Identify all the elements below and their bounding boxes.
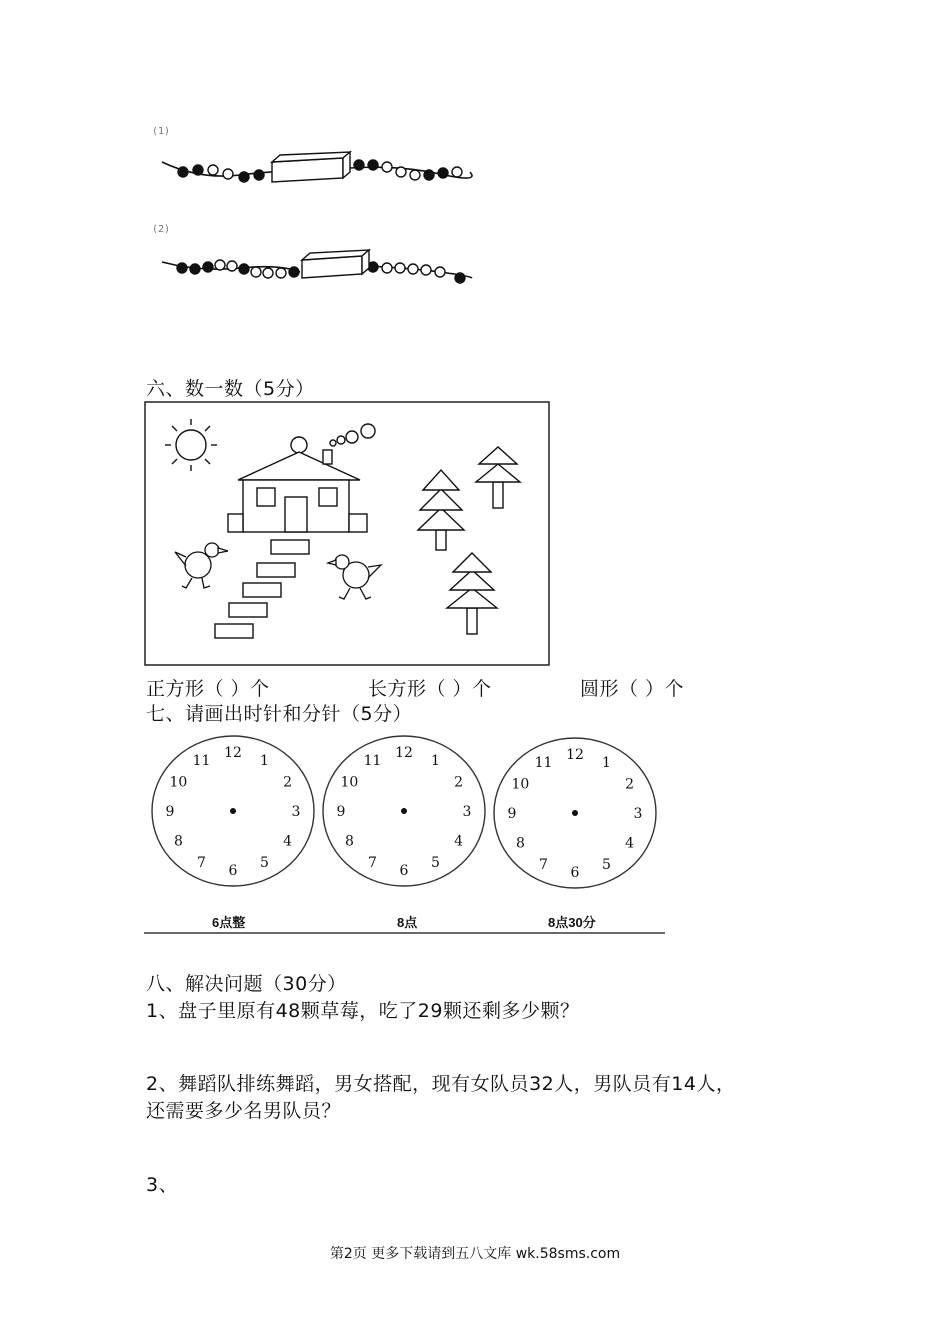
clock-number: 9 bbox=[507, 806, 517, 822]
clock-number: 11 bbox=[192, 752, 211, 769]
question-3: 3、 bbox=[146, 1174, 179, 1196]
clock-number: 9 bbox=[165, 804, 175, 820]
clock-number: 8 bbox=[515, 835, 525, 852]
clock-number: 2 bbox=[454, 774, 464, 791]
bead-row-2-label: (2) bbox=[152, 224, 171, 235]
clock-number: 4 bbox=[283, 833, 293, 850]
clock-number: 5 bbox=[431, 855, 440, 872]
clock-number: 8 bbox=[344, 833, 354, 850]
page-footer: 第2页 更多下载请到五八文库 wk.58sms.com bbox=[329, 1246, 621, 1262]
clock-number: 12 bbox=[224, 745, 242, 761]
clock-number: 7 bbox=[368, 855, 377, 872]
clock-caption-2: 8点 bbox=[397, 915, 418, 930]
clock-center-dot bbox=[572, 810, 578, 816]
clock-number: 6 bbox=[570, 865, 580, 881]
count-circle-answer[interactable]: 圆形（ ）个 bbox=[580, 678, 685, 700]
clock-number: 6 bbox=[399, 863, 409, 879]
clock-face-1[interactable] bbox=[152, 736, 314, 886]
clock-number: 7 bbox=[539, 857, 548, 874]
count-square-answer[interactable]: 正方形（ ）个 bbox=[146, 678, 270, 700]
clock-center-dot bbox=[401, 808, 407, 814]
section-8-title: 八、解决问题（30分） bbox=[146, 973, 347, 995]
clock-number: 10 bbox=[340, 774, 359, 791]
bead-row-1-label: (1) bbox=[152, 126, 171, 137]
clock-number: 2 bbox=[625, 776, 635, 793]
clock-number: 1 bbox=[431, 752, 440, 769]
clock-number: 1 bbox=[602, 754, 611, 771]
clock-number: 7 bbox=[197, 855, 206, 872]
clock-caption-3: 8点30分 bbox=[548, 915, 596, 930]
clock-number: 3 bbox=[462, 804, 472, 820]
clock-number: 3 bbox=[291, 804, 301, 820]
clock-number: 12 bbox=[395, 745, 413, 761]
clock-number: 10 bbox=[511, 776, 530, 793]
clock-number: 4 bbox=[625, 835, 635, 852]
question-1: 1、盘子里原有48颗草莓，吃了29颗还剩多少颗？ bbox=[146, 1000, 580, 1022]
question-2-line-2: 还需要多少名男队员？ bbox=[146, 1100, 342, 1122]
clock-face-2[interactable] bbox=[323, 736, 485, 886]
count-rectangle-answer[interactable]: 长方形（ ）个 bbox=[368, 678, 492, 700]
clock-number: 6 bbox=[228, 863, 238, 879]
clock-face-3[interactable] bbox=[494, 738, 656, 888]
clock-number: 9 bbox=[336, 804, 346, 820]
clock-number: 1 bbox=[260, 752, 269, 769]
clock-number: 8 bbox=[173, 833, 183, 850]
clock-number: 10 bbox=[169, 774, 188, 791]
clock-number: 4 bbox=[454, 833, 464, 850]
clock-caption-1: 6点整 bbox=[212, 915, 246, 930]
clock-number: 5 bbox=[260, 855, 269, 872]
clock-number: 2 bbox=[283, 774, 293, 791]
clock-number: 5 bbox=[602, 857, 611, 874]
clock-number: 12 bbox=[566, 747, 584, 763]
section-7-title: 七、请画出时针和分针（5分） bbox=[146, 703, 413, 725]
section-6-title: 六、数一数（5分） bbox=[146, 378, 315, 400]
clock-center-dot bbox=[230, 808, 236, 814]
clock-number: 11 bbox=[534, 754, 553, 771]
clock-number: 11 bbox=[363, 752, 382, 769]
clock-number: 3 bbox=[633, 806, 643, 822]
question-2-line-1: 2、舞蹈队排练舞蹈，男女搭配，现有女队员32人，男队员有14人， bbox=[146, 1073, 736, 1095]
